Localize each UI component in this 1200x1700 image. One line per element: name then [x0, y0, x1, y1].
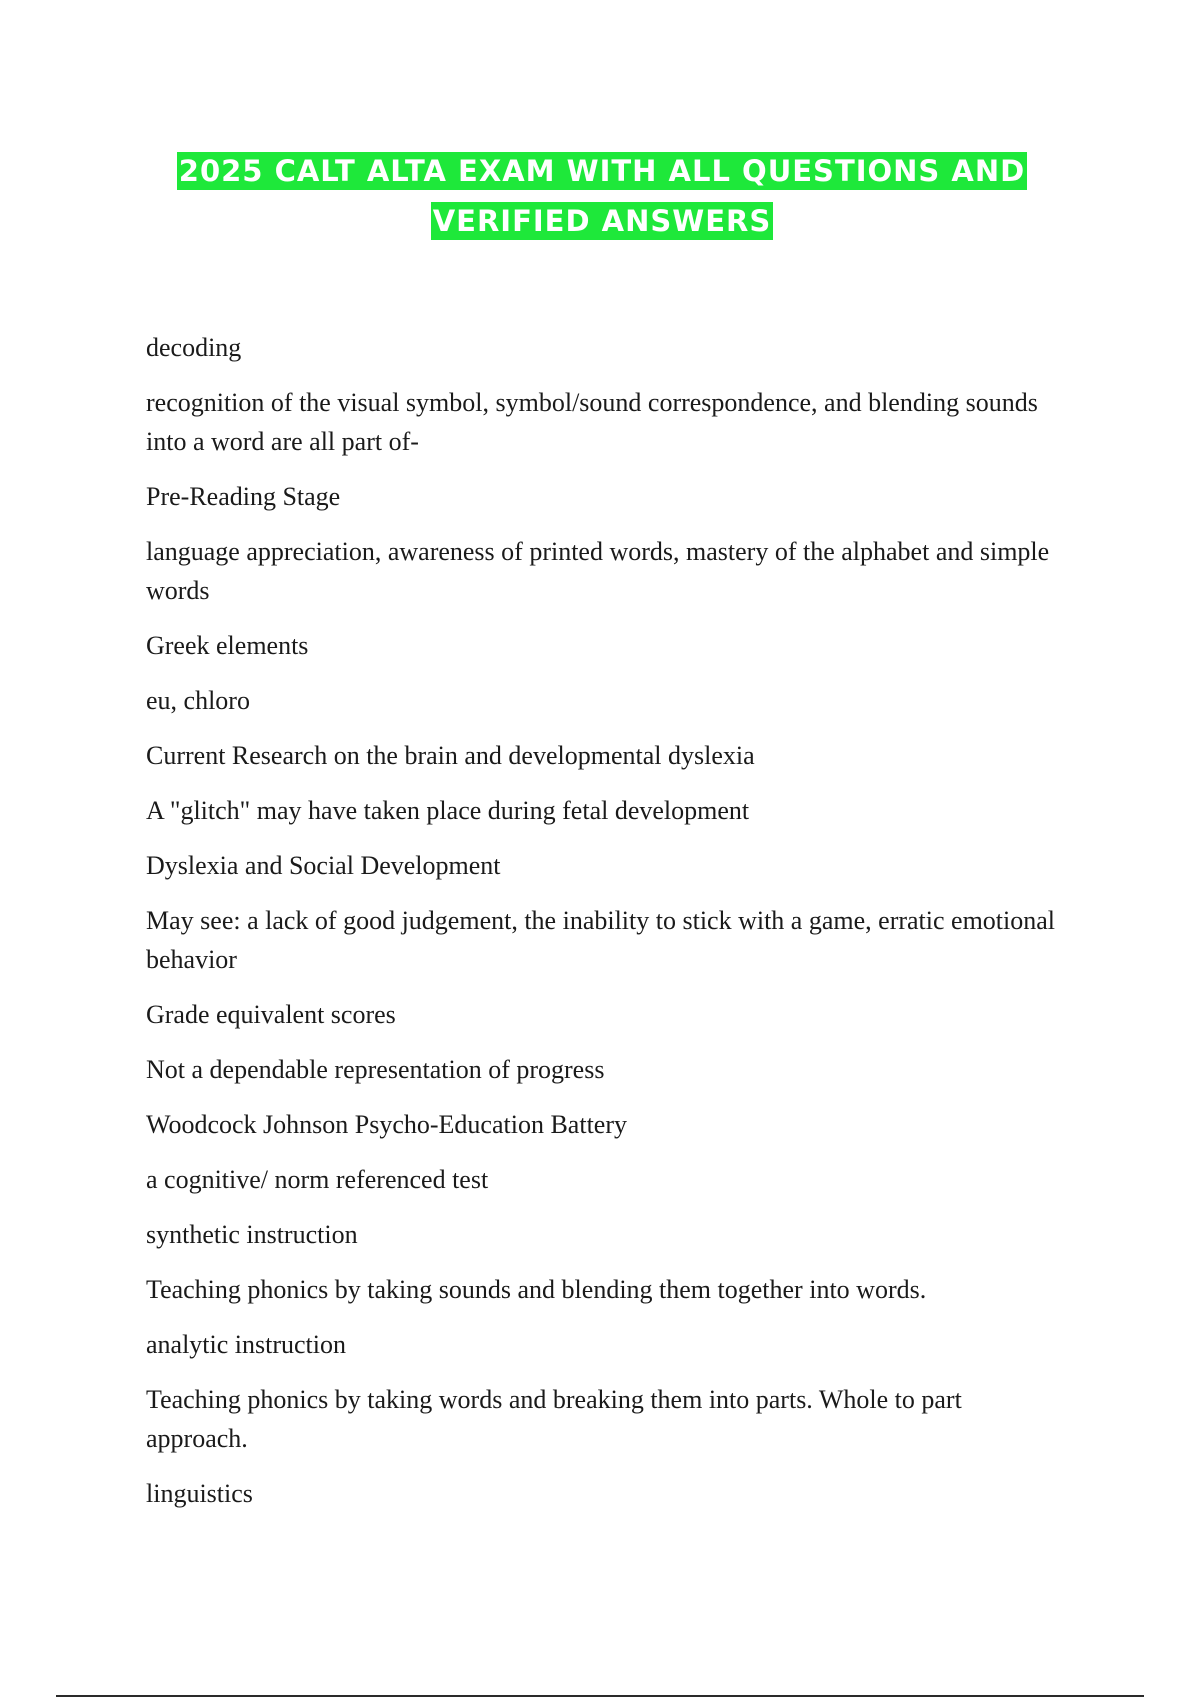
term-entry: Grade equivalent scores [146, 1000, 396, 1029]
qa-list [146, 328, 1066, 1529]
term-entry: Greek elements [146, 631, 309, 660]
document-title [146, 146, 1058, 246]
term-entry: decoding [146, 333, 242, 362]
definition-entry: a cognitive/ norm referenced test [146, 1165, 489, 1194]
term-entry: Current Research on the brain and developmental dyslexia [146, 741, 755, 770]
page-bottom-rule [56, 1695, 1144, 1697]
definition-entry: language appreciation, awareness of printed words, mastery of the alphabet and simple words [146, 537, 1050, 605]
term-entry: Dyslexia and Social Development [146, 851, 501, 880]
definition-entry: Not a dependable representation of progress [146, 1055, 605, 1084]
title-line-1: 2025 CALT ALTA EXAM WITH ALL QUESTIONS AND [178, 154, 1026, 188]
definition-entry: A "glitch" may have taken place during fetal development [146, 796, 750, 825]
term-entry: Pre-Reading Stage [146, 482, 341, 511]
definition-entry: Teaching phonics by taking sounds and blending them together into words. [146, 1275, 927, 1304]
definition-entry: Teaching phonics by taking words and breaking them into parts. Whole to part approach. [146, 1385, 962, 1453]
term-entry: analytic instruction [146, 1330, 347, 1359]
term-entry: synthetic instruction [146, 1220, 358, 1249]
definition-entry: eu, chloro [146, 686, 250, 715]
definition-entry: May see: a lack of good judgement, the inability to stick with a game, erratic emotional behavior [146, 906, 1056, 974]
term-entry: Woodcock Johnson Psycho-Education Battery [146, 1110, 627, 1139]
definition-entry: recognition of the visual symbol, symbol/sound correspondence, and blending sounds into a word are all part of- [146, 388, 1038, 456]
term-entry: linguistics [146, 1479, 253, 1508]
title-line-2: VERIFIED ANSWERS [432, 204, 772, 238]
